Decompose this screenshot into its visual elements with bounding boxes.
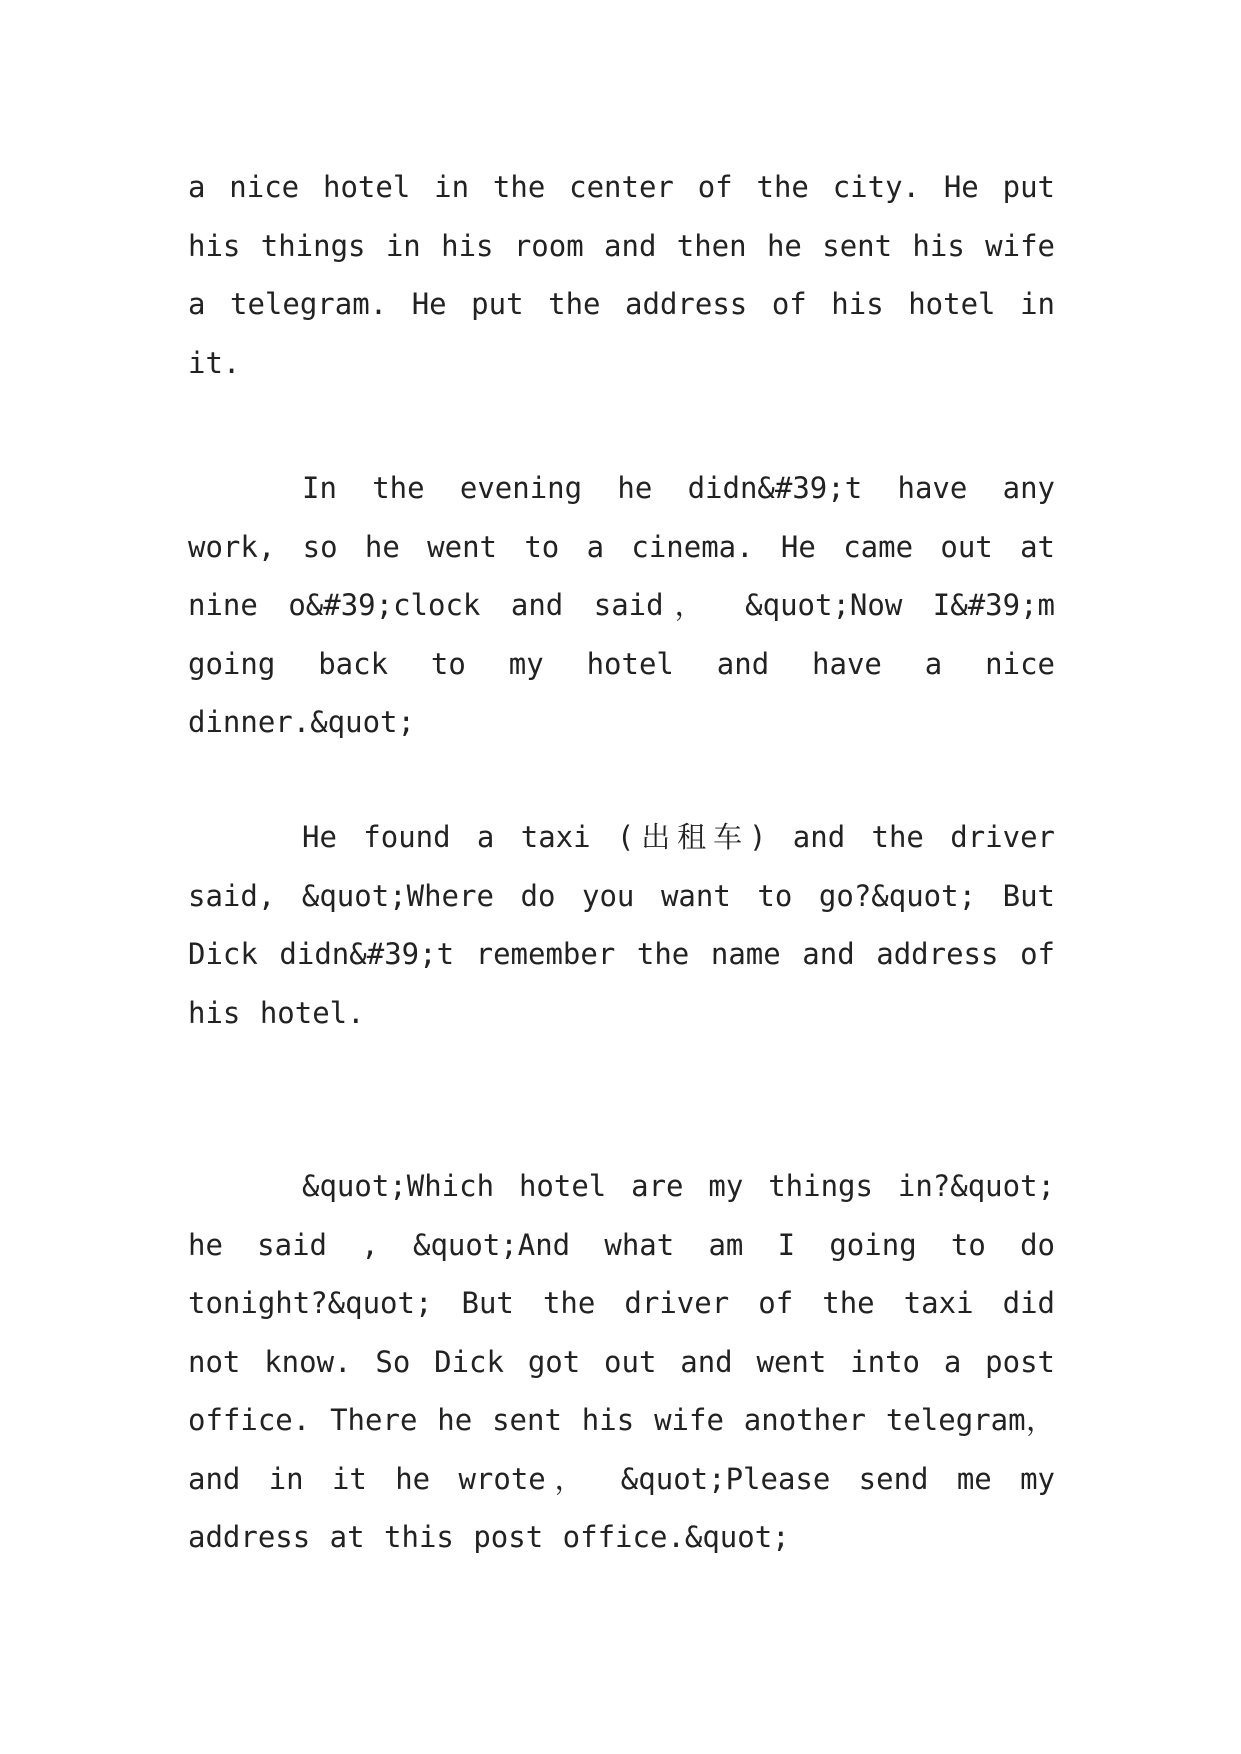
paragraph-4: &quot;Which hotel are my things in?&quot; he said , &quot;And what am I going to do tonight?&quot; But the driver of the taxi did not know. So Dick got out and went into a post office. There he sent his wife another telegram， and in it he wrote， &quot;Please send me my address at this post office.&quot; bbox=[188, 1169, 1055, 1554]
paragraph-1: a nice hotel in the center of the city. He put his things in his room and then he sent his wife a telegram. He put the address of his hotel in it. bbox=[188, 170, 1055, 380]
paragraph-2: In the evening he didn&#39;t have any work, so he went to a cinema. He came out at nine o&#39;clock and said， &quot;Now I&#39;m going back to my hotel and have a nice dinner.&quot; bbox=[188, 471, 1055, 739]
paragraph-3: He found a taxi (出租车) and the driver said, &quot;Where do you want to go?&quot; But Dick didn&#39;t remember the name and address of his hotel. bbox=[188, 820, 1055, 1030]
